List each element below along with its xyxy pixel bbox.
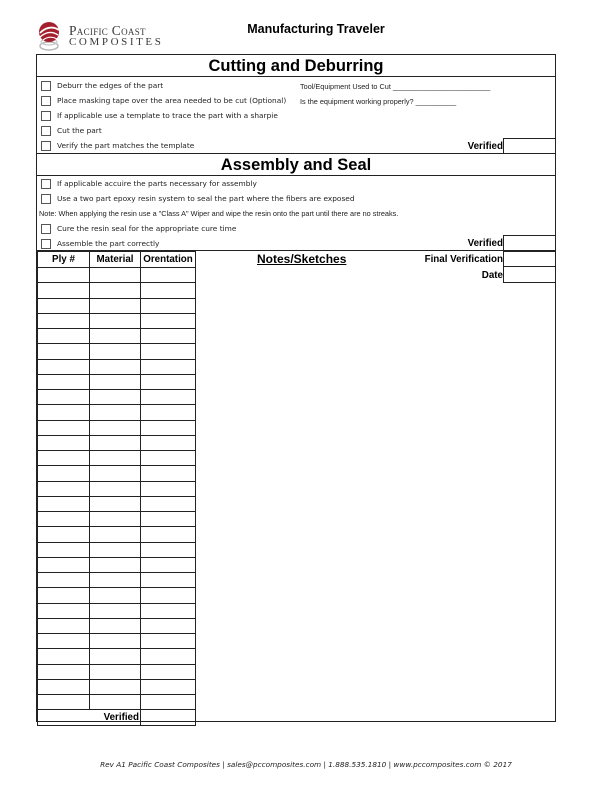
- material-cell[interactable]: [90, 420, 141, 435]
- table-row: [38, 359, 196, 374]
- material-cell[interactable]: [90, 344, 141, 359]
- ply-cell[interactable]: [38, 481, 90, 496]
- material-cell[interactable]: [90, 664, 141, 679]
- page-footer: Rev A1 Pacific Coast Composites | sales@pccomposites.com | 1.888.535.1810 | www.pccomposites.com © 2017: [100, 760, 512, 769]
- checkbox[interactable]: [41, 194, 51, 204]
- ply-cell[interactable]: [38, 313, 90, 328]
- assembly-section-title: Assembly and Seal: [37, 154, 555, 176]
- assembly-step-4[interactable]: [37, 236, 159, 251]
- table-row: [38, 588, 196, 603]
- cutting-step-1[interactable]: [37, 78, 163, 93]
- material-cell[interactable]: [90, 313, 141, 328]
- ply-cell[interactable]: [38, 329, 90, 344]
- material-cell[interactable]: [90, 557, 141, 572]
- orientation-cell[interactable]: [141, 481, 196, 496]
- table-row: [38, 618, 196, 633]
- step-label: Cut the part: [57, 126, 102, 135]
- orientation-cell[interactable]: [141, 664, 196, 679]
- table-row: [38, 313, 196, 328]
- material-cell[interactable]: [90, 649, 141, 664]
- col-header-material: Material: [90, 252, 141, 268]
- material-cell[interactable]: [90, 435, 141, 450]
- ply-cell[interactable]: [38, 359, 90, 374]
- final-verification-box[interactable]: [503, 251, 556, 267]
- step-label: Assemble the part correctly: [57, 239, 160, 248]
- step-label: Cure the resin seal for the appropriate cure time: [57, 224, 237, 233]
- orientation-cell[interactable]: [141, 557, 196, 572]
- ply-verified-label: Verified: [38, 710, 141, 725]
- cutting-verified-label: Verified: [467, 141, 503, 152]
- checkbox[interactable]: [41, 141, 51, 151]
- material-cell[interactable]: [90, 405, 141, 420]
- material-cell[interactable]: [90, 283, 141, 298]
- checkbox[interactable]: [41, 96, 51, 106]
- table-row: [38, 420, 196, 435]
- table-row: [38, 268, 196, 283]
- tool-equipment-field[interactable]: [300, 79, 490, 94]
- cutting-step-5[interactable]: [37, 138, 194, 153]
- table-row: [38, 435, 196, 450]
- ply-cell[interactable]: [38, 527, 90, 542]
- step-label: Verify the part matches the template: [57, 141, 195, 150]
- material-cell[interactable]: [90, 618, 141, 633]
- material-cell[interactable]: [90, 603, 141, 618]
- orientation-cell[interactable]: [141, 588, 196, 603]
- cutting-step-4[interactable]: [37, 123, 102, 138]
- document-title: Manufacturing Traveler: [247, 22, 385, 36]
- equipment-working-line[interactable]: __________: [415, 97, 457, 106]
- orientation-cell[interactable]: [141, 344, 196, 359]
- material-cell[interactable]: [90, 695, 141, 710]
- orientation-cell[interactable]: [141, 573, 196, 588]
- table-row: [38, 298, 196, 313]
- table-row: [38, 664, 196, 679]
- equipment-working-label: Is the equipment working properly?: [300, 97, 414, 106]
- material-cell[interactable]: [90, 298, 141, 313]
- table-row: [38, 451, 196, 466]
- material-cell[interactable]: [90, 512, 141, 527]
- orientation-cell[interactable]: [141, 268, 196, 283]
- col-header-ply: Ply #: [38, 252, 90, 268]
- swirl-logo-icon: [36, 20, 66, 52]
- table-row: [38, 557, 196, 572]
- table-row: [38, 542, 196, 557]
- orientation-cell[interactable]: [141, 420, 196, 435]
- material-cell[interactable]: [90, 634, 141, 649]
- material-cell[interactable]: [90, 329, 141, 344]
- table-row: [38, 649, 196, 664]
- ply-table-header: [38, 252, 196, 268]
- table-row: [38, 283, 196, 298]
- orientation-cell[interactable]: [141, 390, 196, 405]
- orientation-cell[interactable]: [141, 359, 196, 374]
- material-cell[interactable]: [90, 679, 141, 694]
- table-row: [38, 679, 196, 694]
- orientation-cell[interactable]: [141, 634, 196, 649]
- final-verification-label: Final Verification: [424, 254, 503, 265]
- step-label: Use a two part epoxy resin system to seal the part where the fibers are exposed: [57, 194, 355, 203]
- logo-text-line2: COMPOSITES: [69, 36, 164, 48]
- table-row: [38, 634, 196, 649]
- assembly-verified-label: Verified: [467, 238, 503, 249]
- orientation-cell[interactable]: [141, 405, 196, 420]
- ply-table-verified-row: [38, 710, 196, 725]
- material-cell[interactable]: [90, 542, 141, 557]
- resin-note: Note: When applying the resin use a "Class A" Wiper and wipe the resin onto the part until there are no streaks.: [39, 209, 399, 218]
- table-row: [38, 405, 196, 420]
- orientation-cell[interactable]: [141, 618, 196, 633]
- ply-cell[interactable]: [38, 283, 90, 298]
- material-cell[interactable]: [90, 466, 141, 481]
- orientation-cell[interactable]: [141, 435, 196, 450]
- step-label: If applicable use a template to trace the part with a sharpie: [57, 111, 278, 120]
- equipment-working-field[interactable]: [300, 94, 456, 109]
- ply-cell[interactable]: [38, 374, 90, 389]
- table-row: [38, 496, 196, 511]
- material-cell[interactable]: [90, 496, 141, 511]
- ply-cell[interactable]: [38, 634, 90, 649]
- date-box[interactable]: [503, 266, 556, 283]
- tool-equipment-label: Tool/Equipment Used to Cut: [300, 82, 391, 91]
- ply-cell[interactable]: [38, 268, 90, 283]
- ply-cell[interactable]: [38, 512, 90, 527]
- checkbox[interactable]: [41, 239, 51, 249]
- table-row: [38, 374, 196, 389]
- table-row: [38, 390, 196, 405]
- ply-cell[interactable]: [38, 695, 90, 710]
- assembly-verified-box[interactable]: [503, 235, 556, 251]
- orientation-cell[interactable]: [141, 374, 196, 389]
- orientation-cell[interactable]: [141, 298, 196, 313]
- ply-cell[interactable]: [38, 603, 90, 618]
- checkbox[interactable]: [41, 179, 51, 189]
- orientation-cell[interactable]: [141, 329, 196, 344]
- orientation-cell[interactable]: [141, 283, 196, 298]
- material-cell[interactable]: [90, 573, 141, 588]
- ply-table-body: [38, 268, 196, 710]
- assembly-step-1[interactable]: [37, 176, 257, 191]
- material-cell[interactable]: [90, 451, 141, 466]
- assembly-step-2[interactable]: [37, 191, 355, 206]
- material-cell[interactable]: [90, 359, 141, 374]
- ply-cell[interactable]: [38, 390, 90, 405]
- ply-cell[interactable]: [38, 420, 90, 435]
- orientation-cell[interactable]: [141, 527, 196, 542]
- material-cell[interactable]: [90, 588, 141, 603]
- orientation-cell[interactable]: [141, 649, 196, 664]
- cutting-verified-box[interactable]: [503, 138, 556, 154]
- orientation-cell[interactable]: [141, 679, 196, 694]
- notes-sketches-title: Notes/Sketches: [257, 252, 347, 266]
- checkbox[interactable]: [41, 111, 51, 121]
- col-header-orientation: Orentation: [141, 252, 196, 268]
- ply-cell[interactable]: [38, 573, 90, 588]
- ply-verified-box[interactable]: [141, 710, 196, 725]
- ply-cell[interactable]: [38, 435, 90, 450]
- material-cell[interactable]: [90, 268, 141, 283]
- table-row: [38, 527, 196, 542]
- table-row: [38, 466, 196, 481]
- ply-table: [37, 251, 196, 726]
- ply-cell[interactable]: [38, 451, 90, 466]
- table-row: [38, 329, 196, 344]
- company-logo: [36, 20, 196, 52]
- table-row: [38, 344, 196, 359]
- ply-cell[interactable]: [38, 679, 90, 694]
- assembly-step-3[interactable]: [37, 221, 236, 236]
- traveler-form: [36, 54, 556, 722]
- step-label: Place masking tape over the area needed to be cut (Optional): [57, 96, 287, 105]
- step-label: Deburr the edges of the part: [57, 81, 164, 90]
- material-cell[interactable]: [90, 481, 141, 496]
- orientation-cell[interactable]: [141, 466, 196, 481]
- orientation-cell[interactable]: [141, 512, 196, 527]
- logo-text-line1: Pacific Coast: [69, 23, 146, 38]
- ply-cell[interactable]: [38, 649, 90, 664]
- ply-cell[interactable]: [38, 542, 90, 557]
- ply-cell[interactable]: [38, 557, 90, 572]
- table-row: [38, 512, 196, 527]
- table-row: [38, 695, 196, 710]
- ply-cell[interactable]: [38, 344, 90, 359]
- orientation-cell[interactable]: [141, 496, 196, 511]
- cutting-section-title: Cutting and Deburring: [37, 55, 555, 77]
- cutting-step-3[interactable]: [37, 108, 278, 123]
- date-label: Date: [481, 270, 503, 281]
- table-row: [38, 481, 196, 496]
- ply-cell[interactable]: [38, 466, 90, 481]
- notes-sketches-area[interactable]: [195, 267, 555, 721]
- orientation-cell[interactable]: [141, 313, 196, 328]
- orientation-cell[interactable]: [141, 603, 196, 618]
- checkbox[interactable]: [41, 224, 51, 234]
- orientation-cell[interactable]: [141, 542, 196, 557]
- ply-cell[interactable]: [38, 496, 90, 511]
- checkbox[interactable]: [41, 81, 51, 91]
- ply-cell[interactable]: [38, 618, 90, 633]
- orientation-cell[interactable]: [141, 451, 196, 466]
- ply-cell[interactable]: [38, 664, 90, 679]
- material-cell[interactable]: [90, 374, 141, 389]
- ply-cell[interactable]: [38, 405, 90, 420]
- step-label: If applicable accuire the parts necessary for assembly: [57, 179, 257, 188]
- cutting-step-2[interactable]: [37, 93, 286, 108]
- ply-cell[interactable]: [38, 588, 90, 603]
- tool-equipment-line[interactable]: ________________________: [392, 82, 491, 91]
- material-cell[interactable]: [90, 527, 141, 542]
- checkbox[interactable]: [41, 126, 51, 136]
- ply-cell[interactable]: [38, 298, 90, 313]
- table-row: [38, 573, 196, 588]
- orientation-cell[interactable]: [141, 695, 196, 710]
- material-cell[interactable]: [90, 390, 141, 405]
- table-row: [38, 603, 196, 618]
